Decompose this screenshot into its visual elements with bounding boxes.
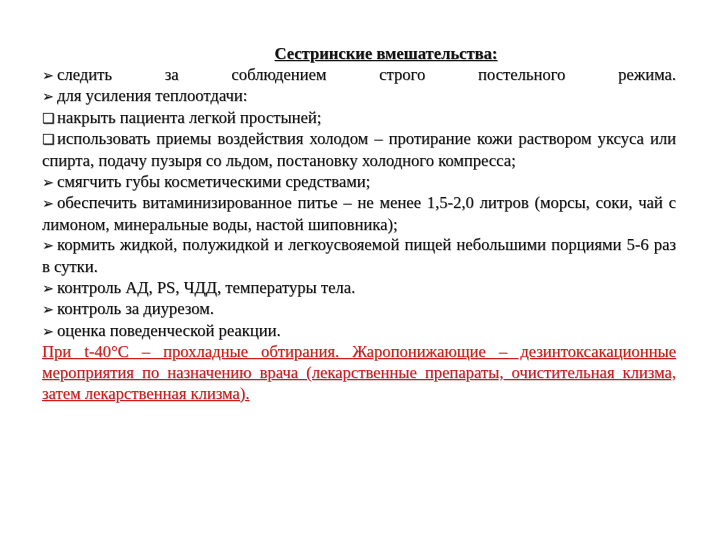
arrow-bullet-icon: ➢ xyxy=(42,238,54,255)
list-item: ➢ контроль АД, PS, ЧДД, температуры тела. xyxy=(42,278,676,300)
arrow-bullet-icon: ➢ xyxy=(42,196,54,213)
square-bullet-icon: ❑ xyxy=(42,132,55,149)
list-item: ➢ оценка поведенческой реакции. xyxy=(42,321,676,343)
arrow-bullet-icon: ➢ xyxy=(42,323,54,340)
arrow-bullet-icon: ➢ xyxy=(42,89,54,106)
list-item: ❑ использовать приемы воздействия холодом – протирание кожи раствором уксуса или спирта, подачу пузыря со льдом, постановку холодного компресса; xyxy=(42,129,676,170)
list-item: ❑ накрыть пациента легкой простыней; xyxy=(42,108,676,130)
list-item: ➢ кормить жидкой, полужидкой и легкоусвояемой пищей небольшими порциями 5-6 раз в сутки. xyxy=(42,235,676,276)
arrow-bullet-icon: ➢ xyxy=(42,302,54,319)
list-item: ➢ контроль за диурезом. xyxy=(42,299,676,321)
slide-title: Сестринские вмешательства: xyxy=(274,44,498,63)
arrow-bullet-icon: ➢ xyxy=(42,280,54,297)
list-item: ➢ для усиления теплоотдачи: xyxy=(42,86,676,108)
list-item: ➢ обеспечить витаминизированное питье – не менее 1,5-2,0 литров (морсы, соки, чай с лимоном, минеральные воды, настой шиповника); xyxy=(42,193,676,234)
square-bullet-icon: ❑ xyxy=(42,110,55,127)
list-item: ➢ следить за соблюдением строго постельного режима. xyxy=(42,65,676,87)
arrow-bullet-icon: ➢ xyxy=(42,67,54,84)
arrow-bullet-icon: ➢ xyxy=(42,174,54,191)
slide-content xyxy=(42,44,676,404)
list-item: ➢ смягчить губы косметическими средствами; xyxy=(42,172,676,194)
doctor-note: При t-40°С – прохладные обтирания. Жаропонижающие – дезинтоксакационные мероприятия по назначению врача (лекарственные препараты, очистительная клизма, затем лекарственная клизма). xyxy=(42,342,676,403)
